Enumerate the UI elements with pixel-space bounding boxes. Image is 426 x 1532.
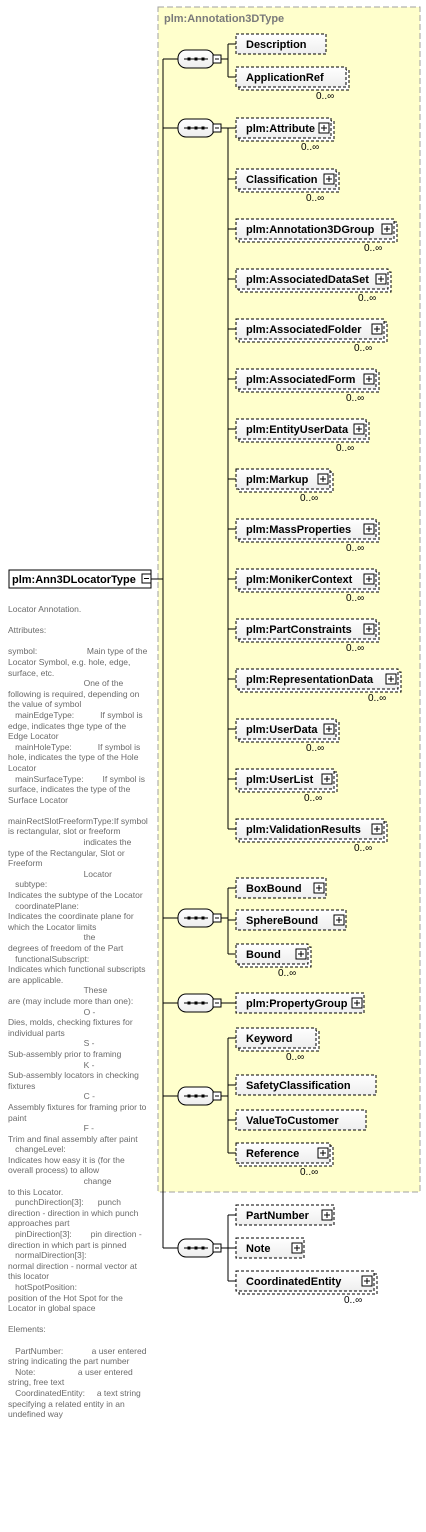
occurrence-label: 0..∞ xyxy=(300,493,319,504)
element-plm-propertygroup[interactable] xyxy=(236,993,364,1013)
compositor-collapse-icon[interactable] xyxy=(213,124,221,132)
element-plm-associatedfolder-label: plm:AssociatedFolder xyxy=(246,324,362,336)
element-boxbound-label: BoxBound xyxy=(246,883,302,895)
element-bound[interactable] xyxy=(236,944,311,967)
sequence-compositor[interactable] xyxy=(178,1239,214,1257)
occurrence-label: 0..∞ xyxy=(368,693,387,704)
occurrence-label: 0..∞ xyxy=(344,1295,363,1306)
element-plm-associateddataset-label: plm:AssociatedDataSet xyxy=(246,274,369,286)
element-coordinatedentity-label: CoordinatedEntity xyxy=(246,1276,342,1288)
occurrence-label: 0..∞ xyxy=(300,1167,319,1178)
expand-icon[interactable] xyxy=(322,774,332,784)
expand-icon[interactable] xyxy=(319,123,329,133)
expand-icon[interactable] xyxy=(362,1276,372,1286)
element-plm-userdata-label: plm:UserData xyxy=(246,724,318,736)
element-spherebound-label: SphereBound xyxy=(246,915,319,927)
element-keyword[interactable] xyxy=(236,1028,319,1051)
element-plm-associatedfolder[interactable] xyxy=(236,319,387,342)
element-plm-attribute-label: plm:Attribute xyxy=(246,123,316,135)
root-element-label: plm:Ann3DLocatorType xyxy=(12,574,136,586)
compositor-collapse-icon[interactable] xyxy=(213,914,221,922)
documentation-text: Locator Annotation. Attributes: symbol: Main type of the Locator Symbol, e.g. hole, edge, surface, etc. One of the following is required, depending on the value of symbol mainEdgeType: If symbol is edge, indicates thge type of the Edge Locator mainHoleType: If symbol is hole, indicates the type of the Hole Locator mainSurfaceType: If symbol is surface, indicates the type of the Surface Locator mainRectSlotFreeformType:If symbol is rectangular, slot or freeform indicates the type of the Rectangular, Slot or Freeform Locator subtype: Indicates the subtype of the Locator coordinatePlane: Indicates the coordinate plane for which the Locator limits the degrees of freedom of the Part functionalSubscript: Indicates which functional subscripts are applicable. These are (may include more than one): O - Dies, molds, checking fixtures for individual parts S - Sub-assembly prior to framing K - Sub-assembly locators in checking fixtures C - Assembly fixtures for framing prior to paint F - Trim and final assembly after paint changeLevel: Indicates how easy it is (for the overall process) to allow change to this Locator. punchDirection[3]: punch direction - direction in which punch approaches part pinDirection[3]: pin direction - direction in which part is pinned normalDirection[3]: normal direction - normal vector at this locator hotSpotPosition: position of the Hot Spot for the Locator in global space Elements: PartNumber: a user entered string indicating the part number Note: a user entered string, free text CoordinatedEntity: a text string specifying a related entity in an undefined way xyxy=(8,604,148,1420)
element-plm-entityuserdata[interactable] xyxy=(236,419,369,442)
expand-icon[interactable] xyxy=(382,224,392,234)
element-plm-userlist[interactable] xyxy=(236,769,337,792)
element-partnumber[interactable] xyxy=(236,1205,334,1225)
element-plm-validationresults-label: plm:ValidationResults xyxy=(246,824,361,836)
element-partnumber-label: PartNumber xyxy=(246,1210,309,1222)
element-boxbound[interactable] xyxy=(236,878,326,898)
occurrence-label: 0..∞ xyxy=(306,743,325,754)
expand-icon[interactable] xyxy=(292,1243,302,1253)
expand-icon[interactable] xyxy=(376,274,386,284)
expand-icon[interactable] xyxy=(364,524,374,534)
occurrence-label: 0..∞ xyxy=(358,293,377,304)
element-plm-userdata[interactable] xyxy=(236,719,339,742)
compositor-collapse-icon[interactable] xyxy=(213,1092,221,1100)
element-plm-annotation3dgroup[interactable] xyxy=(236,219,397,242)
element-plm-massproperties-label: plm:MassProperties xyxy=(246,524,352,536)
occurrence-label: 0..∞ xyxy=(306,193,325,204)
element-plm-representationdata-label: plm:RepresentationData xyxy=(246,674,374,686)
occurrence-label: 0..∞ xyxy=(354,843,373,854)
element-plm-associatedform[interactable] xyxy=(236,369,379,392)
expand-icon[interactable] xyxy=(324,174,334,184)
sequence-compositor[interactable] xyxy=(178,909,214,927)
occurrence-label: 0..∞ xyxy=(336,443,355,454)
element-plm-attribute[interactable] xyxy=(236,118,334,141)
occurrence-label: 0..∞ xyxy=(346,393,365,404)
expand-icon[interactable] xyxy=(372,324,382,334)
element-plm-userlist-label: plm:UserList xyxy=(246,774,314,786)
expand-icon[interactable] xyxy=(318,474,328,484)
occurrence-label: 0..∞ xyxy=(364,243,383,254)
element-valuetocustomer[interactable] xyxy=(236,1110,366,1130)
expand-icon[interactable] xyxy=(334,915,344,925)
expand-icon[interactable] xyxy=(324,724,334,734)
element-applicationref-label: ApplicationRef xyxy=(246,72,324,84)
compositor-collapse-icon[interactable] xyxy=(213,1244,221,1252)
sequence-compositor[interactable] xyxy=(178,119,214,137)
collapse-icon[interactable] xyxy=(142,574,151,583)
element-plm-entityuserdata-label: plm:EntityUserData xyxy=(246,424,349,436)
element-plm-massproperties[interactable] xyxy=(236,519,379,542)
occurrence-label: 0..∞ xyxy=(286,1052,305,1063)
element-plm-annotation3dgroup-label: plm:Annotation3DGroup xyxy=(246,224,375,236)
element-plm-associatedform-label: plm:AssociatedForm xyxy=(246,374,356,386)
expand-icon[interactable] xyxy=(364,624,374,634)
element-classification[interactable] xyxy=(236,169,339,192)
element-plm-partconstraints-label: plm:PartConstraints xyxy=(246,624,352,636)
occurrence-label: 0..∞ xyxy=(354,343,373,354)
element-spherebound[interactable] xyxy=(236,910,346,930)
element-plm-partconstraints[interactable] xyxy=(236,619,379,642)
expand-icon[interactable] xyxy=(364,374,374,384)
element-note-label: Note xyxy=(246,1243,271,1255)
element-valuetocustomer-label: ValueToCustomer xyxy=(246,1115,339,1127)
element-coordinatedentity[interactable] xyxy=(236,1271,377,1294)
element-applicationref[interactable] xyxy=(236,67,349,90)
compositor-collapse-icon[interactable] xyxy=(213,999,221,1007)
extension-title: plm:Annotation3DType xyxy=(164,13,285,25)
element-keyword-label: Keyword xyxy=(246,1033,293,1045)
compositor-collapse-icon[interactable] xyxy=(213,55,221,63)
element-plm-monikercontext[interactable] xyxy=(236,569,379,592)
element-classification-label: Classification xyxy=(246,174,318,186)
occurrence-label: 0..∞ xyxy=(346,593,365,604)
element-plm-monikercontext-label: plm:MonikerContext xyxy=(246,574,353,586)
element-reference[interactable] xyxy=(236,1143,333,1166)
sequence-compositor[interactable] xyxy=(178,50,214,68)
element-note[interactable] xyxy=(236,1238,304,1258)
expand-icon[interactable] xyxy=(322,1210,332,1220)
sequence-compositor[interactable] xyxy=(178,994,214,1012)
element-bound-label: Bound xyxy=(246,949,281,961)
expand-icon[interactable] xyxy=(314,883,324,893)
occurrence-label: 0..∞ xyxy=(346,543,365,554)
expand-icon[interactable] xyxy=(364,574,374,584)
element-description[interactable] xyxy=(236,34,326,54)
root-element[interactable] xyxy=(9,570,151,588)
expand-icon[interactable] xyxy=(318,1148,328,1158)
occurrence-label: 0..∞ xyxy=(301,142,320,153)
expand-icon[interactable] xyxy=(296,949,306,959)
element-safetyclassification-label: SafetyClassification xyxy=(246,1080,351,1092)
sequence-compositor[interactable] xyxy=(178,1087,214,1105)
element-plm-representationdata[interactable] xyxy=(236,669,401,692)
element-plm-propertygroup-label: plm:PropertyGroup xyxy=(246,998,348,1010)
occurrence-label: 0..∞ xyxy=(278,968,297,979)
element-plm-markup-label: plm:Markup xyxy=(246,474,309,486)
expand-icon[interactable] xyxy=(352,998,362,1008)
expand-icon[interactable] xyxy=(372,824,382,834)
element-plm-markup[interactable] xyxy=(236,469,333,492)
element-reference-label: Reference xyxy=(246,1148,300,1160)
element-plm-validationresults[interactable] xyxy=(236,819,387,842)
element-safetyclassification[interactable] xyxy=(236,1075,376,1095)
occurrence-label: 0..∞ xyxy=(316,91,335,102)
expand-icon[interactable] xyxy=(386,674,396,684)
expand-icon[interactable] xyxy=(354,424,364,434)
occurrence-label: 0..∞ xyxy=(304,793,323,804)
element-plm-associateddataset[interactable] xyxy=(236,269,391,292)
element-description-label: Description xyxy=(246,39,307,51)
occurrence-label: 0..∞ xyxy=(346,643,365,654)
